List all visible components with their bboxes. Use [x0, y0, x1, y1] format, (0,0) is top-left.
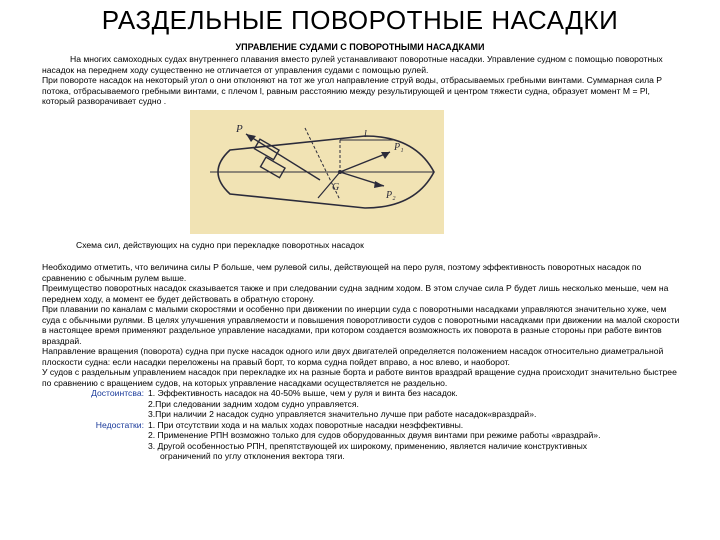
body-text — [42, 262, 682, 388]
advantage-row-3 — [42, 409, 682, 420]
disadvantages-label: Недостатки: — [95, 419, 144, 430]
label-l: l — [364, 129, 367, 140]
advantage-item: 1. Эффективность насадок на 40-50% выше, чем у руля и винта без насадок. — [148, 388, 458, 398]
force-p-arrow — [246, 134, 320, 180]
advantage-row-2 — [42, 399, 682, 410]
advantage-row-1 — [42, 388, 682, 399]
advantage-item: 3.При наличии 2 насадок судно управляется значительно лучше при работе насадок«враздрай». — [148, 409, 537, 419]
body-paragraph-4: Направление вращения (поворота) судна при пуске насадок одного или двух двигателей определяется положением насадок относительно диаметральной плоскости судна: если насадки переложены на правый борт, то корма судна пойдет вправо, а нос влево, и наоборот. — [42, 346, 664, 367]
force-p2-arrowhead — [374, 181, 384, 188]
intro-paragraph-2: При повороте насадок на некоторый угол о они отклоняют на тот же угол направление струй воды, отбрасываемых гребными винтами. Суммарная сила Р потока, отбрасываемого гребными винтами, с плечом l, равным расстоянию между результирующей и центром тяжести судна, образует момент М = Pl, который разворачивает судно . — [42, 75, 663, 106]
body-paragraph-3: При плавании по каналам с малыми скоростями и особенно при движении по инерции суда с поворотными насадками управляются значительно хуже, чем суда с обычными рулями. В целях улучшения управляемости и повышения поворотливости судов с поворотными насадками при движении на малой скорости в настоящее время применяют раздельное управление насадками, при котором создается возможность их поворота в разные стороны при работе винтов враздрай. — [42, 304, 680, 346]
center-of-gravity-point — [338, 170, 342, 174]
force-diagram-figure — [190, 110, 444, 234]
disadvantage-row-3 — [42, 441, 682, 452]
body-paragraph-1: Необходимо отметить, что величина силы Р больше, чем рулевой силы, действующей на перо руля, поэтому эффективность поворотных насадок по сравнению с обычным рулем выше. — [42, 262, 642, 283]
slide-title: РАЗДЕЛЬНЫЕ ПОВОРОТНЫЕ НАСАДКИ — [101, 5, 619, 35]
figure-caption: Схема сил, действующих на судно при перекладке поворотных насадок — [76, 240, 364, 250]
intro-paragraph-1: На многих самоходных судах внутреннего плавания вместо рулей устанавливают поворотные насадки. Управление судном с помощью поворотных насадок на переднем ходу существенно не отличается от управления судами с помощью рулей. — [42, 54, 663, 75]
force-p-arrowhead — [246, 134, 256, 142]
body-paragraph-2: Преимущество поворотных насадок сказывается также и при следовании судна задним ходом. В этом случае сила Р будет лишь несколько меньше, чем на переднем ходу, а момент ее будет действовать в обратную сторону. — [42, 283, 669, 304]
label-g: G — [332, 182, 340, 193]
force-p1-arrow — [340, 152, 390, 172]
advantage-item: 2.При следовании задним ходом судно управляется. — [148, 398, 359, 409]
pros-cons-list — [42, 388, 682, 462]
disadvantage-item: 2. Применение РПН возможно только для судов оборудованных двумя винтами при режиме работы «враздрай». — [148, 430, 601, 440]
label-p2: P₂ — [386, 190, 396, 201]
nozzle-lower — [260, 157, 285, 178]
intro-text — [42, 54, 682, 107]
section-subtitle: УПРАВЛЕНИЕ СУДАМИ С ПОВОРОТНЫМИ НАСАДКАМИ — [235, 42, 485, 52]
body-paragraph-5: У судов с раздельным управлением насадок при перекладке их на разные борта и работе винтов враздрай вращение судна происходит значительно быстрее по сравнению с вращением судов, на которых управление насадками осуществляется не раздельно. — [42, 367, 677, 388]
disadvantage-row-2 — [42, 430, 682, 441]
advantages-label: Достоинтсва: — [91, 388, 144, 398]
label-p1: P₁ — [394, 142, 404, 153]
disadvantage-item-continued: ограничений по углу отклонения вектора тяги. — [160, 451, 345, 461]
force-diagram — [190, 110, 444, 234]
label-p: P — [236, 123, 243, 135]
disadvantage-row-1 — [42, 420, 682, 431]
disadvantage-item: 3. Другой особенностью РПН, препятствующей их широкому, применению, является наличие конструктивных — [148, 440, 588, 451]
disadvantage-item: 1. При отсутствии хода и на малых ходах поворотные насадки неэффективны. — [148, 419, 464, 430]
disadvantage-row-4 — [42, 451, 682, 462]
